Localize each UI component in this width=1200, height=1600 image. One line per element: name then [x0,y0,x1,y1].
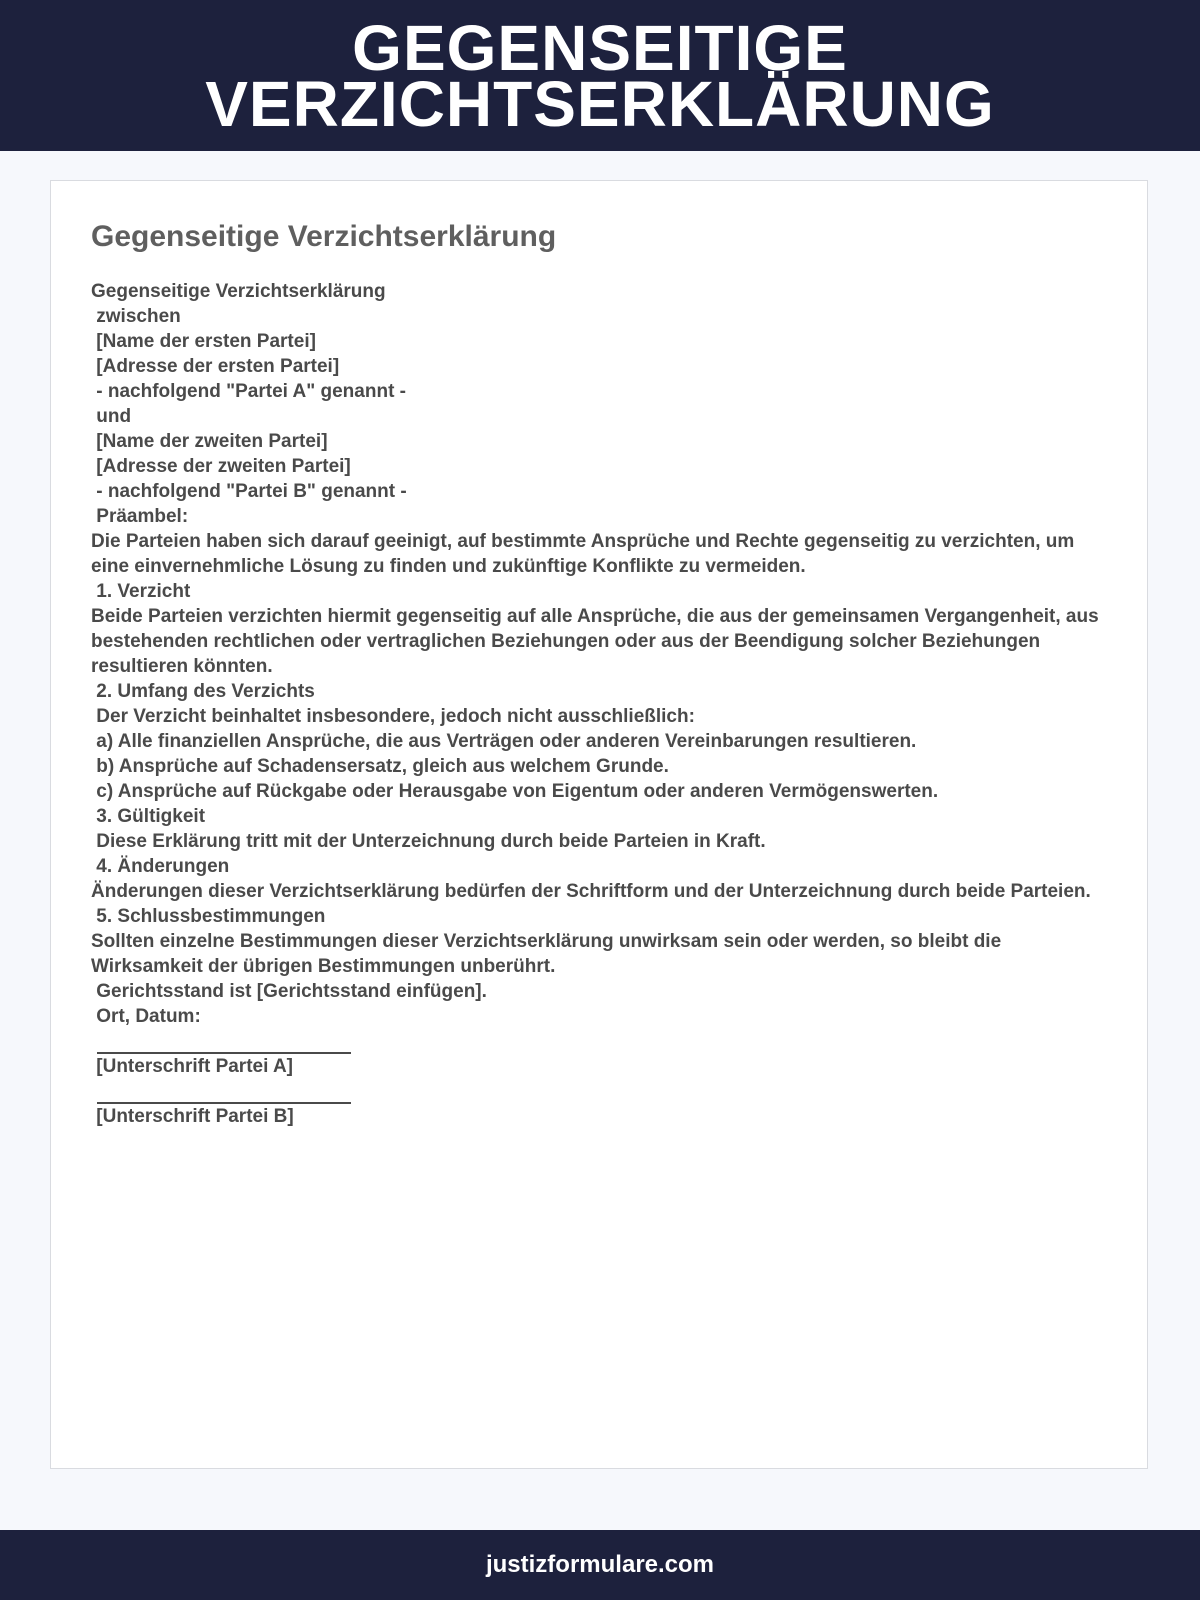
document-line: Ort, Datum: [91,1006,201,1027]
footer-site-name: justizformulare.com [485,1551,715,1578]
document-line: a) Alle finanziellen Ansprüche, die aus Verträgen oder anderen Vereinbarungen resultieren. [91,731,917,752]
document-line: b) Ansprüche auf Schadensersatz, gleich aus welchem Grunde. [91,756,669,777]
document-line: und [91,406,132,427]
document-line: [Name der zweiten Partei] [91,431,328,452]
document-line: 5. Schlussbestimmungen [91,906,326,927]
signature-line-b [97,1079,351,1104]
document-line: Sollten einzelne Bestimmungen dieser Verzichtserklärung unwirksam sein oder werden, so bleibt die Wirksamkeit der übrigen Bestimmungen unberührt. [91,931,1007,977]
document-line: Die Parteien haben sich darauf geeinigt, auf bestimmte Ansprüche und Rechte gegenseitig zu verzichten, um eine einvernehmliche Lösung zu finden und zukünftige Konflikte zu vermeiden. [91,531,1080,577]
document-line: 3. Gültigkeit [91,806,206,827]
document-line: c) Ansprüche auf Rückgabe oder Herausgabe von Eigentum oder anderen Vermögenswerten. [91,781,939,802]
document-line: Gerichtsstand ist [Gerichtsstand einfügen]. [91,981,487,1002]
document-body [91,279,1111,1129]
signature-label-a: [Unterschrift Partei A] [91,1056,293,1077]
document-line: Gegenseitige Verzichtserklärung [91,281,386,302]
document-line: 2. Umfang des Verzichts [91,681,315,702]
document-line: - nachfolgend "Partei A" genannt - [91,381,406,402]
document-line: [Adresse der zweiten Partei] [91,456,351,477]
document-title: Gegenseitige Verzichtserklärung [91,220,557,253]
page-header [0,0,1200,151]
document-line: [Adresse der ersten Partei] [91,356,340,377]
signature-label-b: [Unterschrift Partei B] [91,1106,294,1127]
document-line: 4. Änderungen [91,856,230,877]
signature-line-a [97,1029,351,1054]
document-line: Beide Parteien verzichten hiermit gegenseitig auf alle Ansprüche, die aus der gemeinsamen Vergangenheit, aus bestehenden rechtlichen oder vertraglichen Beziehungen oder aus der Beendigung solcher Beziehungen resultieren könnten. [91,606,1104,677]
document-line: Änderungen dieser Verzichtserklärung bedürfen der Schriftform und der Unterzeichnung durch beide Parteien. [91,881,1091,902]
document-line: Der Verzicht beinhaltet insbesondere, jedoch nicht ausschließlich: [91,706,695,727]
document-line: - nachfolgend "Partei B" genannt - [91,481,407,502]
document-card [50,180,1148,1469]
document-line: 1. Verzicht [91,581,191,602]
document-line: zwischen [91,306,181,327]
document-line: Präambel: [91,506,189,527]
header-title: GEGENSEITIGE VERZICHTSERKLÄRUNG [205,11,995,140]
document-line: [Name der ersten Partei] [91,331,316,352]
document-line: Diese Erklärung tritt mit der Unterzeichnung durch beide Parteien in Kraft. [91,831,766,852]
page-footer [0,1530,1200,1600]
